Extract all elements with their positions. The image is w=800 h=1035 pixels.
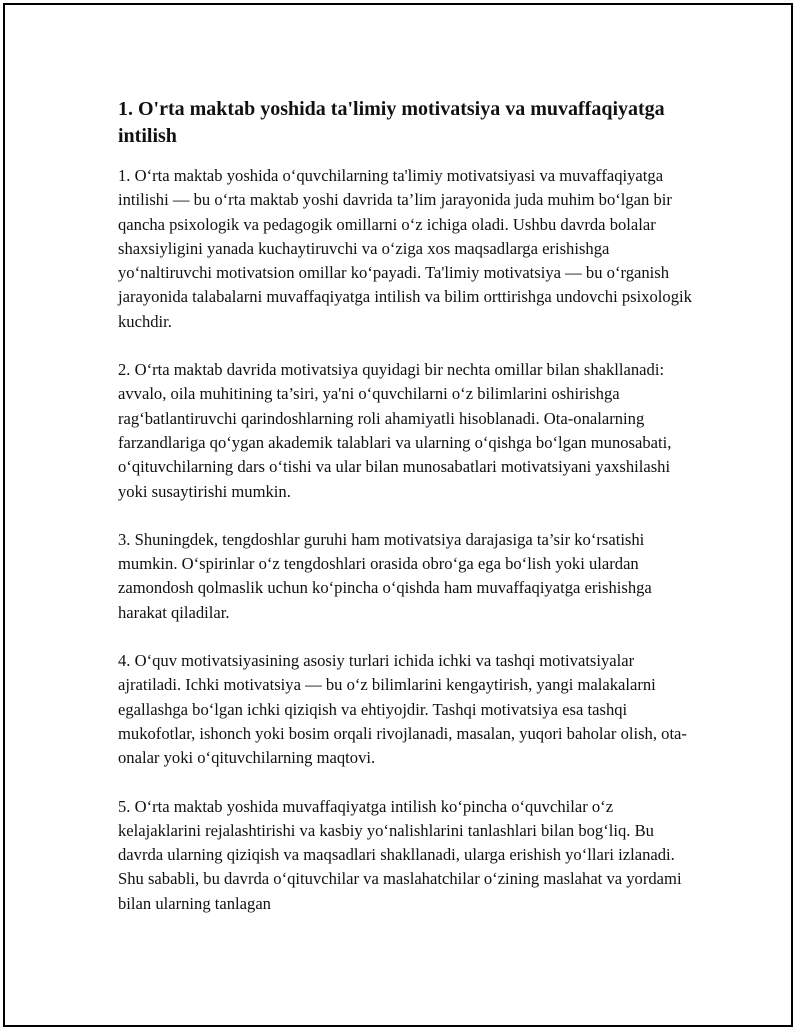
paragraph-5: 5. O‘rta maktab yoshida muvaffaqiyatga intilish ko‘pincha o‘quvchilar o‘z kelajaklarini rejalashtirishi va kasbiy yo‘nalishlarini tanlashlari bilan bog‘liq. Bu davrda ularning qiziqish va maqsadlari shakllanadi, ularga erishish yo‘llari izlanadi. Shu sababli, bu davrda o‘qituvchilar va maslahatchilar o‘zining maslahat va yordami bilan ularning tanlagan	[118, 796, 682, 913]
paragraph-3: 3. Shuningdek, tengdoshlar guruhi ham motivatsiya darajasiga ta’sir ko‘rsatishi mumkin. O‘spirinlar o‘z tengdoshlari orasida obro‘ga ega bo‘lish yoki ulardan zamondosh qolmaslik uchun ko‘pincha o‘qishda ham muvaffaqiyatga erishishga harakat qiladilar.	[118, 529, 652, 622]
document-body	[118, 96, 698, 940]
paragraph-4: 4. O‘quv motivatsiyasining asosiy turlari ichida ichki va tashqi motivatsiyalar ajratiladi. Ichki motivatsiya — bu o‘z bilimlarini kengaytirish, yangi malakalarni egallashga bo‘lgan ichki qiziqish va ehtiyojdir. Tashqi motivatsiya esa tashqi mukofotlar, ishonch yoki bosim orqali rivojlanadi, masalan, yuqori baholar olish, ota-onalar yoki o‘qituvchilarning maqtovi.	[118, 651, 687, 768]
paragraph-2: 2. O‘rta maktab davrida motivatsiya quyidagi bir nechta omillar bilan shakllanadi: avvalo, oila muhitining ta’siri, ya'ni o‘quvchilarni o‘z bilimlarini oshirishga rag‘batlantiruvchi qarindoshlarning roli ahamiyatli hisoblanadi. Ota-onalarning farzandlariga qo‘ygan akademik talablari va ularning o‘qishga bo‘lgan munosabati, o‘qituvchilarning dars o‘tishi va ular bilan munosabatlari motivatsiyani yaxshilashi yoki susaytirishi mumkin.	[118, 360, 672, 501]
paragraph-1: 1. O‘rta maktab yoshida o‘quvchilarning ta'limiy motivatsiyasi va muvaffaqiyatga intilishi — bu o‘rta maktab yoshi davrida ta’lim jarayonida juda muhim bo‘lgan bir qancha psixologik va pedagogik omillarni o‘z ichiga oladi. Ushbu davrda bolalar shaxsiyligini yanada kuchaytiruvchi va o‘ziga xos maqsadlarga erishishga yo‘naltiruvchi motivatsion omillar ko‘payadi. Ta'limiy motivatsiya — bu o‘rganish jarayonida talabalarni muvaffaqiyatga intilish va bilim orttirishga undovchi psixologik kuchdir.	[118, 166, 692, 331]
document-title: 1. O'rta maktab yoshida ta'limiy motivatsiya va muvaffaqiyatga intilish	[118, 98, 665, 147]
